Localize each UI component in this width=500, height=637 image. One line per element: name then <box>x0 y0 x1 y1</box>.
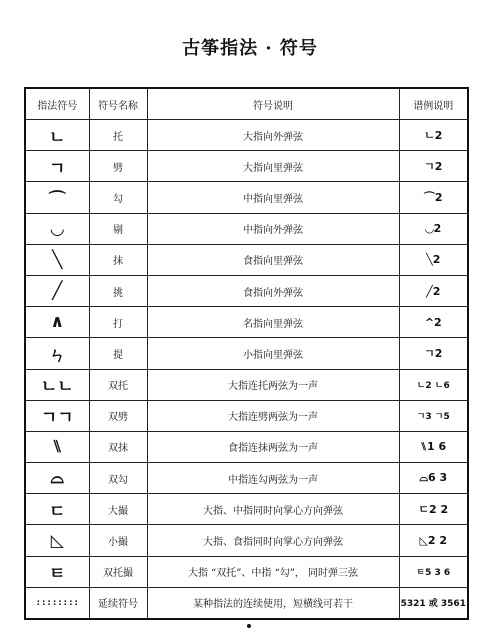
table-row <box>25 400 468 431</box>
page-title: 古筝指法 · 符号 <box>182 38 318 59</box>
description-cell: 小指向里弹弦 <box>147 338 399 369</box>
example-cell: ⌒2 <box>399 182 468 213</box>
example-cell: 5321 或 3561 <box>399 587 468 619</box>
name-cell: 剔 <box>89 213 147 244</box>
table-row <box>25 307 468 338</box>
header-symbol: 指法符号 <box>25 88 89 120</box>
description-cell: 大指连托两弦为一声 <box>147 369 399 400</box>
name-cell: 小撮 <box>89 525 147 556</box>
symbol-cell: ◺ <box>25 525 89 556</box>
header-example: 谱例说明 <box>399 88 468 120</box>
description-cell: 食指向外弹弦 <box>147 275 399 306</box>
example-cell: ㄴ2 <box>399 120 468 151</box>
table-row <box>25 494 468 525</box>
name-cell: 延续符号 <box>89 587 147 619</box>
description-cell: 大指 “双托”、中指 “勾”， 同时弹三弦 <box>147 556 399 587</box>
name-cell: 抹 <box>89 244 147 275</box>
symbol-cell: :::::::: <box>25 587 89 619</box>
table-row <box>25 151 468 182</box>
example-cell: ◡2 <box>399 213 468 244</box>
table-row <box>25 120 468 151</box>
table-row <box>25 587 468 619</box>
table-row <box>25 338 468 369</box>
table-row <box>25 431 468 462</box>
symbol-cell: ㅌ <box>25 556 89 587</box>
header-description: 符号说明 <box>147 88 399 120</box>
example-cell: ◺2 2 <box>399 525 468 556</box>
symbol-cell: ╲ <box>25 244 89 275</box>
example-cell: ㄱ2 <box>399 151 468 182</box>
name-cell: 劈 <box>89 151 147 182</box>
description-cell: 大指向外弹弦 <box>147 120 399 151</box>
symbol-cell: ㄷ <box>25 494 89 525</box>
symbol-cell: ╱ <box>25 275 89 306</box>
name-cell: 双劈 <box>89 400 147 431</box>
name-cell: 双抹 <box>89 431 147 462</box>
description-cell: 大指向里弹弦 <box>147 151 399 182</box>
description-cell: 食指连抹两弦为一声 <box>147 431 399 462</box>
example-cell: ㄷ2 2 <box>399 494 468 525</box>
symbol-cell: ㄴ <box>25 120 89 151</box>
example-cell: ㄴ2 ㄴ6 <box>399 369 468 400</box>
name-cell: 双托撮 <box>89 556 147 587</box>
description-cell: 某种指法的连续使用，短横线可若干 <box>147 587 399 619</box>
table-row <box>25 182 468 213</box>
example-cell: ㄱ2 <box>399 338 468 369</box>
example-cell: ⑊1 6 <box>399 431 468 462</box>
name-cell: 双勾 <box>89 463 147 494</box>
description-cell: 食指向里弹弦 <box>147 244 399 275</box>
symbol-cell: ⌓ <box>25 463 89 494</box>
name-cell: 双托 <box>89 369 147 400</box>
name-cell: 提 <box>89 338 147 369</box>
example-cell: ㄱ3 ㄱ5 <box>399 400 468 431</box>
symbol-cell: ⌒ <box>25 182 89 213</box>
description-cell: 中指向里弹弦 <box>147 182 399 213</box>
table-row <box>25 525 468 556</box>
name-cell: 挑 <box>89 275 147 306</box>
description-cell: 大指、中指同时向掌心方向弹弦 <box>147 494 399 525</box>
symbol-cell: ㄱㄱ <box>25 400 89 431</box>
table-row <box>25 244 468 275</box>
table-row <box>25 463 468 494</box>
name-cell: 大撮 <box>89 494 147 525</box>
example-cell: ⌓6 3 <box>399 463 468 494</box>
description-cell: 名指向里弹弦 <box>147 307 399 338</box>
name-cell: 打 <box>89 307 147 338</box>
table-row <box>25 556 468 587</box>
description-cell: 大指连劈两弦为一声 <box>147 400 399 431</box>
example-cell: ㅌ5 3 6 <box>399 556 468 587</box>
table-row <box>25 275 468 306</box>
description-cell: 大指、食指同时向掌心方向弹弦 <box>147 525 399 556</box>
symbol-cell: ◡ <box>25 213 89 244</box>
example-cell: ╲2 <box>399 244 468 275</box>
example-cell: ╱2 <box>399 275 468 306</box>
symbol-cell: ⑊ <box>25 431 89 462</box>
fingering-table <box>24 87 469 620</box>
page-dot <box>247 624 251 628</box>
header-name: 符号名称 <box>89 88 147 120</box>
name-cell: 勾 <box>89 182 147 213</box>
symbol-cell: ∧ <box>25 307 89 338</box>
description-cell: 中指向外弹弦 <box>147 213 399 244</box>
name-cell: 托 <box>89 120 147 151</box>
description-cell: 中指连勾两弦为一声 <box>147 463 399 494</box>
symbol-cell: ㄴㄴ <box>25 369 89 400</box>
symbol-cell: ㄱ <box>25 151 89 182</box>
symbol-cell: ㄣ <box>25 338 89 369</box>
table-row <box>25 369 468 400</box>
table-row <box>25 213 468 244</box>
example-cell: ^2 <box>399 307 468 338</box>
